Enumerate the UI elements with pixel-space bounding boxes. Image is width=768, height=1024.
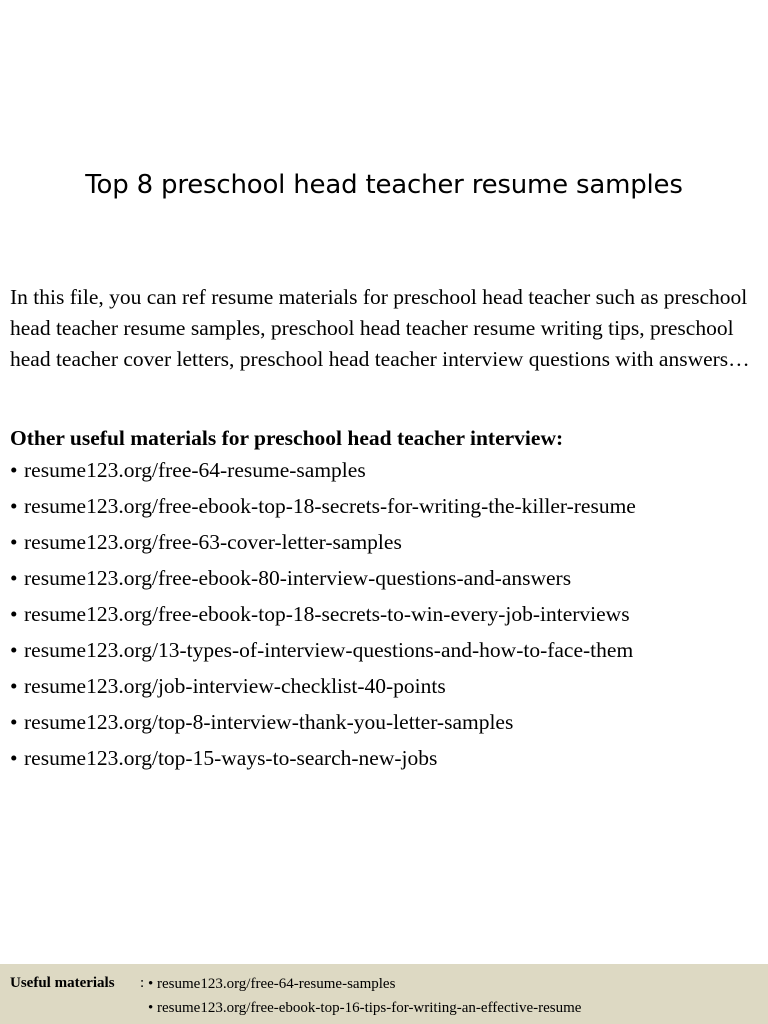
resource-link[interactable]: resume123.org/free-ebook-top-18-secrets-to-win-every-job-interviews — [24, 602, 630, 626]
list-item — [10, 601, 636, 637]
bullet-icon: • — [10, 602, 18, 626]
list-item — [10, 709, 636, 745]
footer-label: Useful materials — [10, 975, 115, 991]
resource-link[interactable]: resume123.org/free-63-cover-letter-samples — [24, 530, 402, 554]
bullet-icon: • — [10, 458, 18, 482]
footer-link[interactable]: resume123.org/free-64-resume-samples — [157, 976, 396, 992]
list-item — [10, 673, 636, 709]
bullet-icon: • — [10, 530, 18, 554]
page-title: Top 8 preschool head teacher resume samples — [85, 170, 683, 200]
bullet-icon: • — [148, 1000, 154, 1016]
resource-link[interactable]: resume123.org/free-64-resume-samples — [24, 458, 366, 482]
bullet-icon: • — [10, 566, 18, 590]
footer-link[interactable]: resume123.org/free-ebook-top-16-tips-for-writing-an-effective-resume — [157, 1000, 582, 1016]
bullet-icon: • — [10, 638, 18, 662]
list-item — [148, 975, 581, 999]
list-item — [10, 565, 636, 601]
bullet-icon: • — [10, 494, 18, 518]
bullet-icon: • — [10, 746, 18, 770]
bullet-icon: • — [10, 674, 18, 698]
materials-link-list — [10, 457, 636, 781]
resource-link[interactable]: resume123.org/job-interview-checklist-40-points — [24, 674, 446, 698]
useful-materials-footer — [0, 964, 768, 1024]
list-item — [10, 457, 636, 493]
list-item — [148, 999, 581, 1023]
list-item — [10, 637, 636, 673]
bullet-icon: • — [10, 710, 18, 734]
other-materials-heading: Other useful materials for preschool head teacher interview: — [10, 426, 564, 450]
footer-link-list — [148, 975, 581, 1023]
list-item — [10, 529, 636, 565]
resource-link[interactable]: resume123.org/13-types-of-interview-questions-and-how-to-face-them — [24, 638, 634, 662]
intro-paragraph: In this file, you can ref resume materials for preschool head teacher such as preschool head teacher resume samples, preschool head teacher resume writing tips, preschool head teacher cover letters, preschool head teacher interview questions with answers… — [10, 285, 750, 371]
resource-link[interactable]: resume123.org/free-ebook-80-interview-questions-and-answers — [24, 566, 572, 590]
resource-link[interactable]: resume123.org/free-ebook-top-18-secrets-for-writing-the-killer-resume — [24, 494, 636, 518]
list-item — [10, 745, 636, 781]
list-item — [10, 493, 636, 529]
bullet-icon: • — [148, 976, 154, 992]
resource-link[interactable]: resume123.org/top-8-interview-thank-you-letter-samples — [24, 710, 514, 734]
footer-colon: : — [140, 975, 145, 991]
resource-link[interactable]: resume123.org/top-15-ways-to-search-new-jobs — [24, 746, 438, 770]
